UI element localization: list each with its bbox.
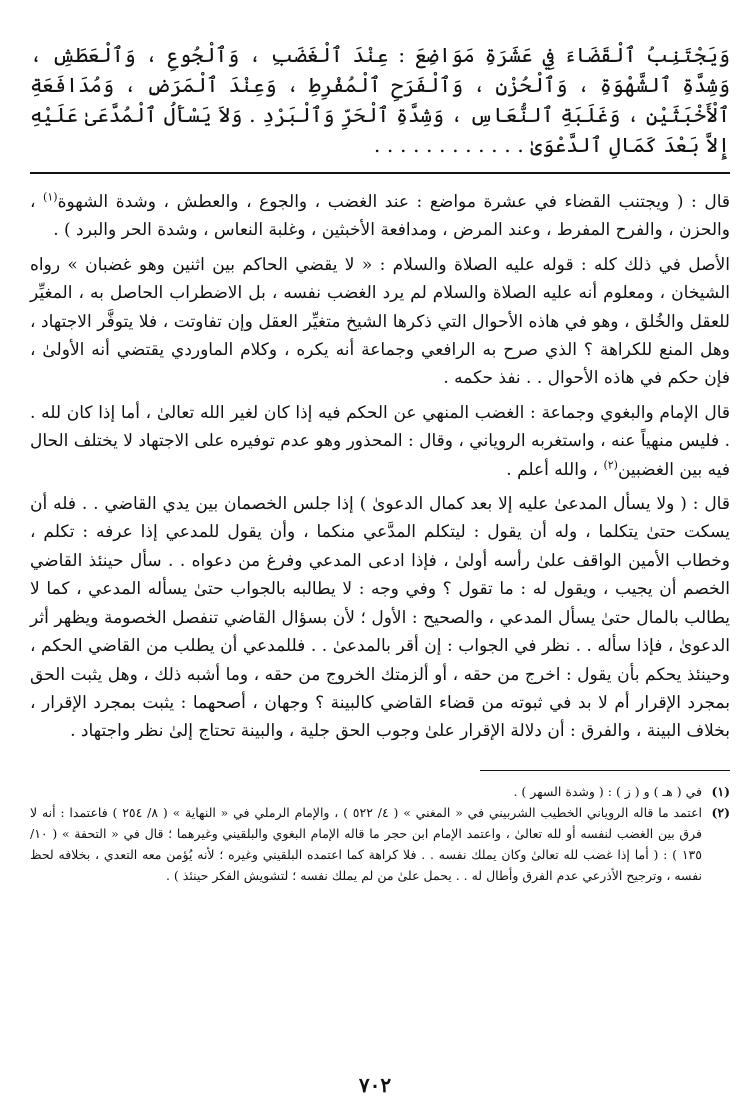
footnote-text: اعتمد ما قاله الروياني الخطيب الشربيني في « المغني » ( ٤/ ٥٢٢ ) ، والإمام الرملي في « النهاية » ( ٨/ ٢٥٤ ) فاعتمدا : أنه لا فرق بين الغضب لنفسه أو لله تعالىٰ ، واعتمد الإمام ابن حجر ما قاله الإمام البغوي والبلقيني وغيرهما ؛ قال في « التحفة » ( ١٠/ ١٣٥ ) : ( أما إذا غضب لله تعالىٰ وكان يملك نفسه . . فلا كراهة كما اعتمده البلقيني وغيره ؛ لأنه يُؤمن معه التعدي ، بخلافه لحظ نفسه ، وترجيح الأذرعي عدم الفرق وأطال له . . يحمل علىٰ من لم يملك نفسه ؛ لتشويش الفكر حينئذ ) . [30,804,703,883]
commentary-paragraph-4 [30,490,730,746]
footnote-ref-2: (٢) [603,458,618,471]
matn-divider [30,172,730,174]
footnote-ref-1: (١) [43,190,58,204]
footnote-number: (٢) [711,804,730,820]
footnote-number: (١) [711,783,730,799]
commentary-paragraph-1 [30,188,730,245]
matn-text: وَيَجْتَنِبُ ٱلْقَضَاءَ فِي عَشَرَةِ مَوَاضِعَ : عِنْدَ ٱلْغَضَبِ ، وَٱلْجُوعِ ، وَٱلْعَطَشِ ، وَشِدَّةِ ٱلشَّهْوَةِ ، وَٱلْحُزْنِ ، وَٱلْفَرَحِ ٱلْمُفْرِطِ ، وَعِنْدَ ٱلْمَرَضِ ، وَمُدَافَعَةِ ٱلْأَخْبَثَيْنِ ، وَغَلَبَةِ ٱلنُّعَاسِ ، وَشِدَّةِ ٱلْحَرِّ وَٱلْبَرْدِ . وَلاَ يَسْأَلُ ٱلْمُدَّعَىٰ عَلَيْهِ إِلاَّ بَعْدَ كَمَالِ ٱلدَّعْوَىٰ . . . . . . . . . . . . [30,43,730,157]
commentary-text: ، والله أعلم . [506,459,604,480]
commentary-text: ، والحزن ، والفرح المفرط ، وعند المرض ، ومدافعة الأخبثين ، وغلبة النعاس ، وشدة الحر والبرد ) . [30,192,730,241]
footnote-text: في ( هـ ) و ( ز ) : ( وشدة السهر ) . [513,783,702,799]
footnote-divider [480,770,730,771]
commentary-text: قال الإمام والبغوي وجماعة : الغضب المنهي عن الحكم فيه إذا كان لغير الله تعالىٰ ، أما إذا كان لله . . فليس منهياً عنه ، واستغربه الروياني ، وقال : المحذور وهو عدم توفيره على الاجتهاد لا يختلف الحال فيه بين الغضبين [29,402,730,480]
commentary-text: قال : ( ويجتنب القضاء في عشرة مواضع : عند الغضب ، والجوع ، والعطش ، وشدة الشهوة [57,192,730,212]
commentary-paragraph-2 [30,251,730,393]
footnotes [30,781,730,886]
footnote-1 [30,781,730,802]
footnote-2 [30,802,730,886]
page-number: ٧٠٢ [358,1073,392,1097]
commentary-text: الأصل في ذلك كله : قوله عليه الصلاة والسلام : « لا يقضي الحاكم بين اثنين وهو غضبان » رواه الشيخان ، ومعلوم أنه عليه الصلاة والسلام لم يرد الغضب نفسه ، بل الاضطراب الحاصل به ، المغيِّر للعقل والخُلق ، وهو في هاذه الأحوال التي ذكرها الشيخ متغيِّر العقل وإن تفاوتت ، فلا يتوفَّر الاجتهاد ، وهل المنع للكراهة ؟ الذي صرح به الرافعي وجماعة أنه يكره ، وكلام الماوردي يقتضي أنه الأولىٰ ، فإن حكم في هاذه الأحوال . . نفذ حكمه . [30,254,730,389]
commentary-paragraph-3 [30,399,730,484]
commentary-text: قال : ( ولا يسأل المدعىٰ عليه إلا بعد كمال الدعوىٰ ) إذا جلس الخصمان بين يدي القاضي . . فله أن يسكت حتىٰ يتكلما ، وله أن يقول : ليتكلم المدَّعي منكما ، وأن يقول للمدعي إذا عرفه : تكلم ، وخطاب الأمين الواقف علىٰ رأسه أولىٰ ، فإذا ادعى المدعي وفرغ من دعواه . . سأل حينئذ القاضي الخصم أن يجيب ، ويقول له : ما تقول ؟ وفي وجه : لا يطالبه بالجواب حتىٰ يسأله المدعي ، كما لا يطالب بالمال حتىٰ يسأل المدعي ، والصحيح : الأول ؛ لأن بسؤال القاضي تنفصل الخصومة ويظهر أثر الدعوىٰ ، فإذا سأله . . نظر في الجواب : إن أقر بالمدعىٰ . . فللمدعي أن يطلب من القاضي الحكم ، وحينئذ يحكم بأن يقول : اخرج من حقه ، أو ألزمتك الخروج من حقه ، وما أشبه ذلك ، وهل يثبت الحق بمجرد الإقرار أم لا بد في ثبوته من قضاء القاضي كالبينة ؟ وجهان ، أصحهما : يثبت بمجرد الإقرار ، بخلاف البينة ، والفرق : أن دلالة الإقرار علىٰ وجوب الحق جلية ، والبينة تحتاج إلىٰ نظر واجتهاد . [30,494,731,742]
